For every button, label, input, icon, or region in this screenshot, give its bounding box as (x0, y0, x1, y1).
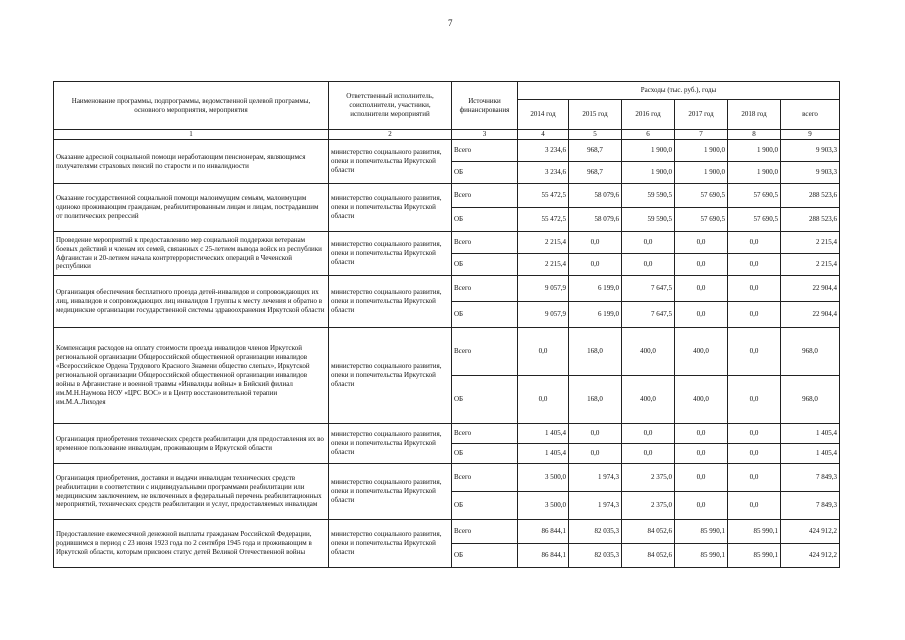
activity-executor: министерство социального развития, опеки и попечительства Иркутской области (329, 464, 452, 520)
column-number: 6 (622, 130, 675, 140)
activity-name: Оказание адресной социальной помощи неработающим пенсионерам, являющимся получателями страховых пенсий по старости и по инвалидности (54, 140, 329, 184)
value-cell: 6 199,0 (569, 276, 622, 302)
value-cell: 0,0 (728, 464, 781, 492)
value-cell: 9 903,3 (781, 140, 840, 162)
value-cell: 0,0 (622, 254, 675, 276)
value-cell: 0,0 (518, 328, 569, 376)
value-cell: 0,0 (728, 492, 781, 520)
value-cell: 0,0 (728, 376, 781, 424)
value-cell: 57 690,5 (728, 208, 781, 232)
funding-source: Всего (452, 140, 518, 162)
value-cell: 0,0 (622, 424, 675, 444)
value-cell: 59 590,5 (622, 208, 675, 232)
value-cell: 57 690,5 (675, 184, 728, 208)
value-cell: 0,0 (728, 276, 781, 302)
table-row (54, 184, 840, 208)
value-cell: 0,0 (675, 492, 728, 520)
value-cell: 0,0 (518, 376, 569, 424)
value-cell: 2 375,0 (622, 492, 675, 520)
column-number: 2 (329, 130, 452, 140)
activity-executor: министерство социального развития, опеки и попечительства Иркутской области (329, 424, 452, 464)
value-cell: 7 849,3 (781, 492, 840, 520)
table-row (54, 520, 840, 544)
value-cell: 58 079,6 (569, 184, 622, 208)
value-cell: 968,7 (569, 140, 622, 162)
page-number: 7 (448, 18, 453, 28)
value-cell: 1 974,3 (569, 492, 622, 520)
table-row (54, 140, 840, 162)
funding-source: ОБ (452, 208, 518, 232)
value-cell: 0,0 (728, 302, 781, 328)
table-row (54, 232, 840, 254)
funding-source: ОБ (452, 162, 518, 184)
activity-executor: министерство социального развития, опеки и попечительства Иркутской области (329, 520, 452, 568)
value-cell: 84 052,6 (622, 544, 675, 568)
activity-name: Организация обеспечения бесплатного проезда детей-инвалидов и сопровождающих их лиц, инвалидов и сопровождающих лиц инвалидов I группы к месту лечения и обратно в медицинские организации государственной системы здравоохранения Иркутской области (54, 276, 329, 328)
value-cell: 1 900,0 (675, 140, 728, 162)
value-cell: 0,0 (569, 254, 622, 276)
value-cell: 86 844,1 (518, 520, 569, 544)
budget-table (53, 81, 840, 568)
header-name: Наименование программы, подпрограммы, ведомственной целевой программы, основного мероприятия, мероприятия (54, 82, 329, 130)
value-cell: 85 990,1 (728, 544, 781, 568)
activity-name: Проведение мероприятий к предоставлению мер социальной поддержки ветеранам боевых действий и членам их семей, связанных с 25-летием вывода войск из республики Афганистан и 20-летием начала контртеррористических операций в Чеченской республики (54, 232, 329, 276)
value-cell: 288 523,6 (781, 208, 840, 232)
value-cell: 1 900,0 (622, 162, 675, 184)
activity-executor: министерство социального развития, опеки и попечительства Иркутской области (329, 140, 452, 184)
value-cell: 0,0 (728, 424, 781, 444)
value-cell: 968,0 (781, 328, 840, 376)
funding-source: Всего (452, 276, 518, 302)
value-cell: 2 215,4 (781, 254, 840, 276)
activity-name: Компенсация расходов на оплату стоимости проезда инвалидов членов Иркутской региональной организации Общероссийской общественной организации инвалидов «Всероссийское Ордена Трудового Красного Знамени общество слепых», Иркутской региональной организации Общероссийской общественной организации инвалидов войны в Афганистане и военной травмы «Инвалиды войны» в Бийский филиал им.М.Н.Наумова НОУ «ЦРС ВОС» и в Центр восстановительной терапии им.М.А.Лиходея (54, 328, 329, 424)
value-cell: 0,0 (675, 276, 728, 302)
value-cell: 0,0 (675, 424, 728, 444)
value-cell: 2 215,4 (518, 232, 569, 254)
value-cell: 1 405,4 (518, 444, 569, 464)
value-cell: 168,0 (569, 376, 622, 424)
header-executor: Ответственный исполнитель, соисполнители, участники, исполнители мероприятий (329, 82, 452, 130)
value-cell: 85 990,1 (728, 520, 781, 544)
activity-name: Организация приобретения, доставки и выдачи инвалидам технических средств реабилитации в соответствии с индивидуальными программами реабилитации или медицинским заключением, не включенных в федеральный перечень реабилитационных мероприятий, технических средств реабилитации и услуг, предоставляемых инвалидам (54, 464, 329, 520)
value-cell: 55 472,5 (518, 184, 569, 208)
value-cell: 9 057,9 (518, 276, 569, 302)
value-cell: 2 375,0 (622, 464, 675, 492)
funding-source: ОБ (452, 376, 518, 424)
header-expenses: Расходы (тыс. руб.), годы (518, 82, 840, 100)
table-row (54, 328, 840, 376)
value-cell: 400,0 (622, 328, 675, 376)
value-cell: 0,0 (569, 232, 622, 254)
activity-executor: министерство социального развития, опеки и попечительства Иркутской области (329, 276, 452, 328)
value-cell: 57 690,5 (675, 208, 728, 232)
value-cell: 3 234,6 (518, 140, 569, 162)
value-cell: 0,0 (728, 328, 781, 376)
column-number: 7 (675, 130, 728, 140)
value-cell: 1 900,0 (675, 162, 728, 184)
value-cell: 424 912,2 (781, 520, 840, 544)
value-cell: 0,0 (728, 254, 781, 276)
value-cell: 7 647,5 (622, 302, 675, 328)
value-cell: 0,0 (675, 254, 728, 276)
value-cell: 0,0 (728, 232, 781, 254)
value-cell: 0,0 (675, 302, 728, 328)
value-cell: 7 647,5 (622, 276, 675, 302)
activity-executor: министерство социального развития, опеки и попечительства Иркутской области (329, 184, 452, 232)
value-cell: 6 199,0 (569, 302, 622, 328)
value-cell: 22 904,4 (781, 302, 840, 328)
value-cell: 3 234,6 (518, 162, 569, 184)
value-cell: 2 215,4 (781, 232, 840, 254)
column-number: 9 (781, 130, 840, 140)
funding-source: Всего (452, 184, 518, 208)
value-cell: 400,0 (675, 376, 728, 424)
activity-executor: министерство социального развития, опеки и попечительства Иркутской области (329, 328, 452, 424)
funding-source: Всего (452, 328, 518, 376)
value-cell: 0,0 (675, 232, 728, 254)
value-cell: 7 849,3 (781, 464, 840, 492)
funding-source: Всего (452, 424, 518, 444)
funding-source: ОБ (452, 492, 518, 520)
value-cell: 968,0 (781, 376, 840, 424)
value-cell: 9 903,3 (781, 162, 840, 184)
funding-source: ОБ (452, 544, 518, 568)
table-row (54, 464, 840, 492)
table-row (54, 424, 840, 444)
header-year: 2017 год (675, 100, 728, 130)
value-cell: 22 904,4 (781, 276, 840, 302)
value-cell: 1 900,0 (622, 140, 675, 162)
funding-source: ОБ (452, 302, 518, 328)
value-cell: 1 900,0 (728, 140, 781, 162)
value-cell: 1 405,4 (518, 424, 569, 444)
activity-name: Предоставление ежемесячной денежной выплаты гражданам Российской Федерации, родившимся в период с 23 июня 1923 года по 2 сентября 1945 года и проживающим в Иркутской области, которым присвоен статус детей Великой Отечественной войны (54, 520, 329, 568)
table-row (54, 276, 840, 302)
value-cell: 9 057,9 (518, 302, 569, 328)
value-cell: 85 990,1 (675, 520, 728, 544)
value-cell: 0,0 (622, 444, 675, 464)
value-cell: 400,0 (675, 328, 728, 376)
funding-source: Всего (452, 520, 518, 544)
value-cell: 59 590,5 (622, 184, 675, 208)
value-cell: 1 900,0 (728, 162, 781, 184)
value-cell: 0,0 (569, 444, 622, 464)
value-cell: 1 405,4 (781, 444, 840, 464)
value-cell: 0,0 (569, 424, 622, 444)
value-cell: 0,0 (728, 444, 781, 464)
value-cell: 86 844,1 (518, 544, 569, 568)
value-cell: 288 523,6 (781, 184, 840, 208)
value-cell: 3 500,0 (518, 464, 569, 492)
header-year: 2016 год (622, 100, 675, 130)
value-cell: 82 035,3 (569, 520, 622, 544)
value-cell: 57 690,5 (728, 184, 781, 208)
column-number: 3 (452, 130, 518, 140)
header-year: 2015 год (569, 100, 622, 130)
activity-name: Организация приобретения технических средств реабилитации для предоставления их во временное пользование инвалидам, проживающим в Иркутской области (54, 424, 329, 464)
value-cell: 2 215,4 (518, 254, 569, 276)
value-cell: 82 035,3 (569, 544, 622, 568)
activity-executor: министерство социального развития, опеки и попечительства Иркутской области (329, 232, 452, 276)
column-number: 5 (569, 130, 622, 140)
value-cell: 1 974,3 (569, 464, 622, 492)
value-cell: 85 990,1 (675, 544, 728, 568)
value-cell: 58 079,6 (569, 208, 622, 232)
funding-source: ОБ (452, 444, 518, 464)
value-cell: 424 912,2 (781, 544, 840, 568)
value-cell: 168,0 (569, 328, 622, 376)
value-cell: 84 052,6 (622, 520, 675, 544)
value-cell: 0,0 (675, 464, 728, 492)
funding-source: ОБ (452, 254, 518, 276)
column-number: 1 (54, 130, 329, 140)
activity-name: Оказание государственной социальной помощи малоимущим семьям, малоимущим одиноко проживающим гражданам, реабилитированным лицам и лицам, пострадавшим от политических репрессий (54, 184, 329, 232)
value-cell: 968,7 (569, 162, 622, 184)
header-year: 2018 год (728, 100, 781, 130)
column-number: 4 (518, 130, 569, 140)
header-source: Источники финансирования (452, 82, 518, 130)
value-cell: 0,0 (622, 232, 675, 254)
funding-source: Всего (452, 232, 518, 254)
value-cell: 55 472,5 (518, 208, 569, 232)
funding-source: Всего (452, 464, 518, 492)
header-year: 2014 год (518, 100, 569, 130)
column-number: 8 (728, 130, 781, 140)
value-cell: 400,0 (622, 376, 675, 424)
value-cell: 3 500,0 (518, 492, 569, 520)
header-total: всего (781, 100, 840, 130)
value-cell: 0,0 (675, 444, 728, 464)
value-cell: 1 405,4 (781, 424, 840, 444)
